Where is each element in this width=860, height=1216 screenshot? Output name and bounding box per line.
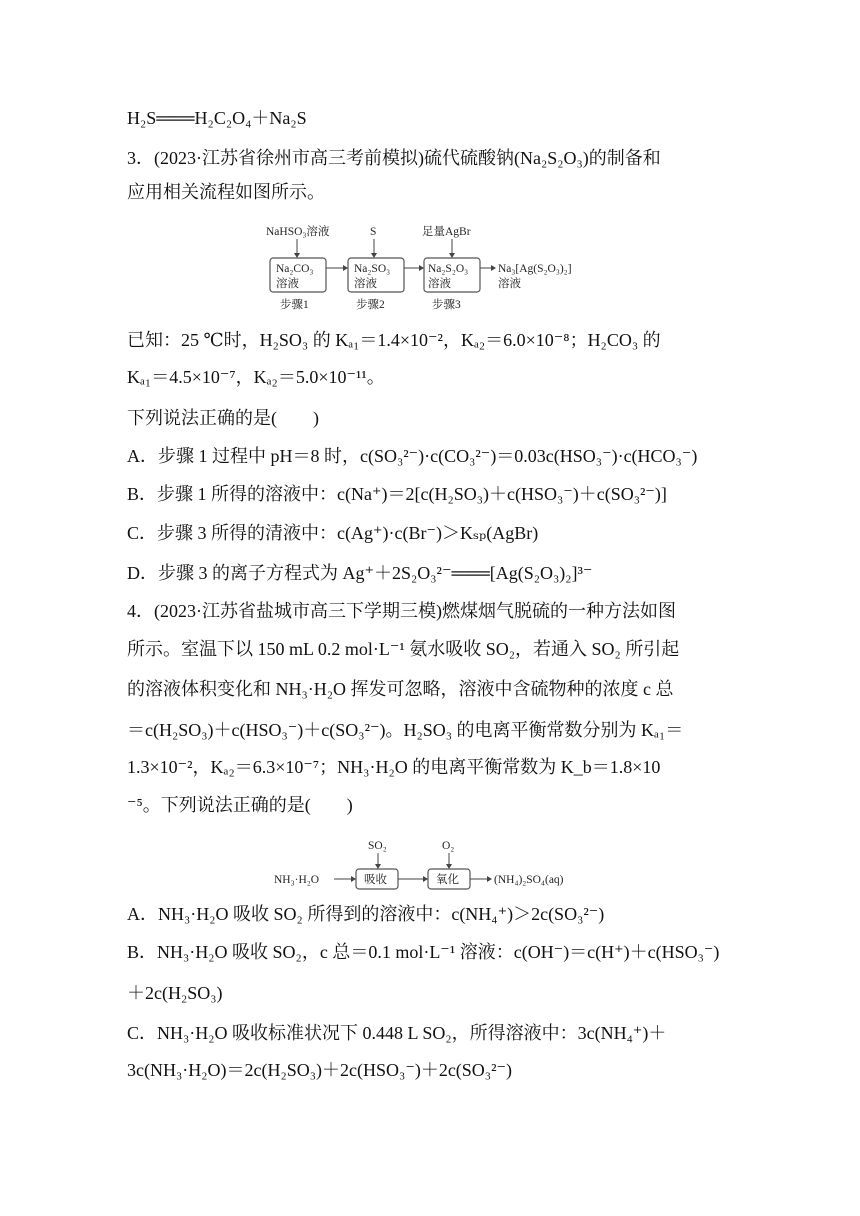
- option-4c: C．NH₃·H₂O 吸收标准状况下 0.448 L SO₂，所得溶液中：3c(NH₄⁺)＋: [127, 1023, 667, 1043]
- svg-text:溶液: 溶液: [276, 278, 299, 290]
- reagent-nahso3: NaHSO₃溶液: [266, 226, 330, 238]
- question-4-stem: 4．(2023·江苏省盐城市高三下学期三模)燃煤烟气脱硫的一种方法如图: [127, 601, 676, 621]
- svg-text:溶液: 溶液: [428, 278, 451, 290]
- question-4-line-4: ＝c(H₂SO₃)＋c(HSO₃⁻)＋c(SO₃²⁻)。H₂SO₃ 的电离平衡常数分别为 Kₐ₁＝: [127, 720, 684, 740]
- svg-text:氧化: 氧化: [436, 874, 459, 886]
- svg-text:吸收: 吸收: [364, 874, 387, 886]
- known-constants-2: Kₐ₁＝4.5×10⁻⁷，Kₐ₂＝5.0×10⁻¹¹。: [127, 367, 385, 387]
- svg-text:溶液: 溶液: [354, 278, 377, 290]
- step-label-2: 步骤2: [356, 299, 385, 311]
- reagent-agbr: 足量AgBr: [422, 226, 471, 238]
- step-label-3: 步骤3: [432, 299, 461, 311]
- option-4a: A．NH₃·H₂O 吸收 SO₂ 所得到的溶液中：c(NH₄⁺)＞2c(SO₃²⁻): [127, 904, 605, 924]
- product-sub: 溶液: [498, 278, 521, 290]
- option-3c: C．步骤 3 所得的清液中：c(Ag⁺)·c(Br⁻)＞Kₛₚ(AgBr): [127, 523, 539, 543]
- option-3a: A．步骤 1 过程中 pH＝8 时，c(SO₃²⁻)·c(CO₃²⁻)＝0.03c(HSO₃⁻)·c(HCO₃⁻): [127, 446, 698, 466]
- reagent-so2: SO₂: [368, 840, 387, 852]
- question-3-stem: 3．(2023·江苏省徐州市高三考前模拟)硫代硫酸钠(Na₂S₂O₃)的制备和: [127, 148, 661, 168]
- flow-diagram-1: [262, 222, 602, 318]
- svg-text:Na₂SO₃: Na₂SO₃: [354, 263, 391, 275]
- option-4b-cont: ＋2c(H₂SO₃): [127, 983, 223, 1003]
- reagent-s: S: [370, 226, 377, 238]
- option-3b: B．步骤 1 所得的溶液中：c(Na⁺)＝2[c(H₂SO₃)＋c(HSO₃⁻)＋c(SO₃²⁻)]: [127, 484, 667, 504]
- question-4-line-3: 的溶液体积变化和 NH₃·H₂O 挥发可忽略，溶液中含硫物种的浓度 c 总: [127, 679, 674, 699]
- text-line-1: H₂S═══H₂C₂O₄＋Na₂S: [127, 108, 307, 128]
- svg-text:Na₂CO₃: Na₂CO₃: [276, 263, 314, 275]
- known-constants-1: 已知：25 ℃时，H₂SO₃ 的 Kₐ₁＝1.4×10⁻²，Kₐ₂＝6.0×10⁻⁸；H₂CO₃ 的: [127, 330, 661, 350]
- reagent-o2: O₂: [442, 840, 455, 852]
- option-3d: D．步骤 3 的离子方程式为 Ag⁺＋2S₂O₃²⁻═══[Ag(S₂O₃)₂]³⁻: [127, 563, 593, 583]
- question-3-prompt: 下列说法正确的是( ): [127, 408, 319, 428]
- product-ammonium-sulfate: (NH₄)₂SO₄(aq): [494, 874, 564, 886]
- question-4-line-5: 1.3×10⁻²，Kₐ₂＝6.3×10⁻⁷；NH₃·H₂O 的电离平衡常数为 K_b＝1.8×10: [127, 757, 661, 777]
- question-3-stem-cont: 应用相关流程如图所示。: [127, 182, 325, 202]
- option-4b: B．NH₃·H₂O 吸收 SO₂，c 总＝0.1 mol·L⁻¹ 溶液：c(OH⁻)＝c(H⁺)＋c(HSO₃⁻): [127, 942, 720, 962]
- flow-diagram-2: [272, 836, 592, 892]
- product-formula: Na₃[Ag(S₂O₃)₂]: [498, 263, 572, 275]
- svg-text:Na₂S₂O₃: Na₂S₂O₃: [428, 263, 469, 275]
- option-4c-cont: 3c(NH₃·H₂O)＝2c(H₂SO₃)＋2c(HSO₃⁻)＋2c(SO₃²⁻): [127, 1060, 512, 1080]
- question-4-line-2: 所示。室温下以 150 mL 0.2 mol·L⁻¹ 氨水吸收 SO₂，若通入 SO₂ 所引起: [127, 639, 680, 659]
- question-4-line-6: ⁻⁵。下列说法正确的是( ): [127, 795, 353, 815]
- step-label-1: 步骤1: [280, 299, 309, 311]
- start-nh3h2o: NH₃·H₂O: [274, 874, 320, 886]
